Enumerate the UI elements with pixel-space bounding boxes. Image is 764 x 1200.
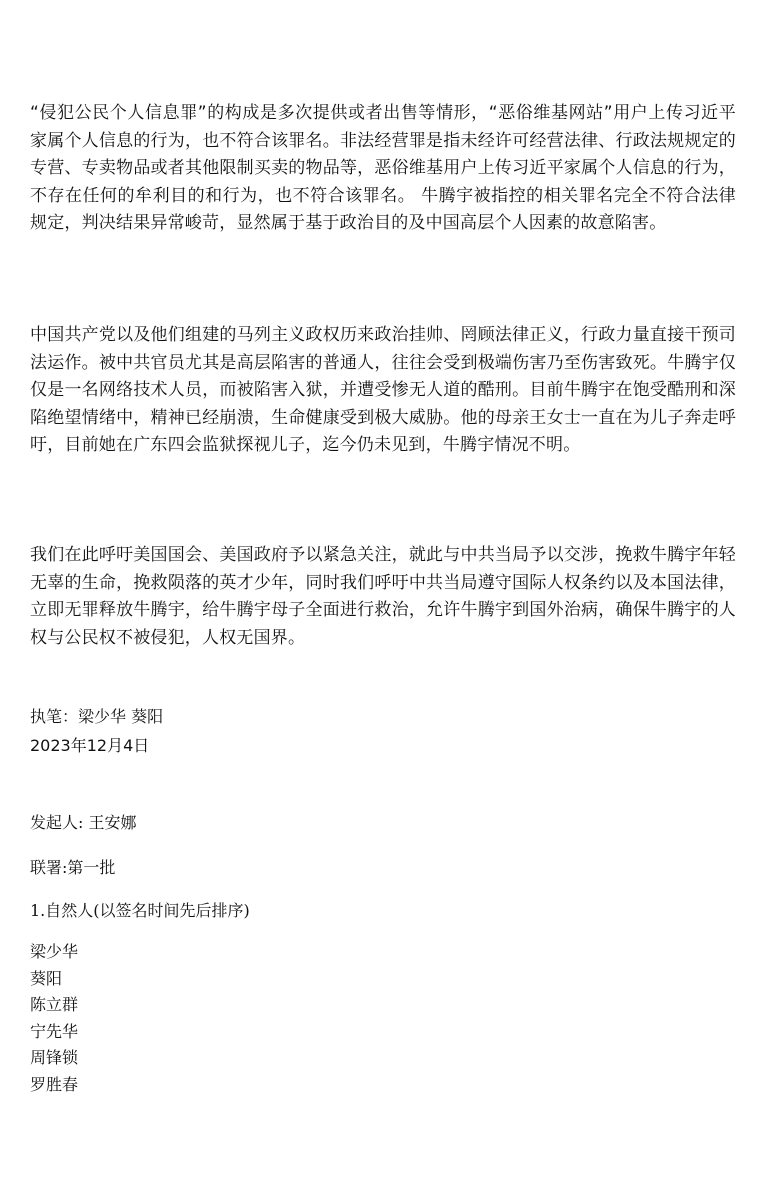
paragraph-appeal: 我们在此呼吁美国国会、美国政府予以紧急关注，就此与中共当局予以交涉，挽救牛腾宇年轻无辜的生命，挽救陨落的英才少年，同时我们呼吁中共当局遵守国际人权条约以及本国法律，立即无罪释放牛腾宇，给牛腾宇母子全面进行救治，允许牛腾宇到国外治病，确保牛腾宇的人权与公民权不被侵犯，人权无国界。: [30, 545, 736, 648]
initiator-line: 发起人: 王安娜: [30, 813, 137, 832]
signer-name: 梁少华: [30, 942, 79, 961]
signer-name: 陈立群: [30, 995, 79, 1014]
signer-name: 周锋锁: [30, 1048, 79, 1067]
signer-name: 葵阳: [30, 968, 63, 988]
signer-list: [30, 939, 78, 1098]
signer-category: 1.自然人(以签名时间先后排序): [30, 901, 250, 920]
signer-name: 罗胜春: [30, 1074, 79, 1094]
date-line: 2023年12月4日: [30, 736, 150, 755]
paragraph-legal-analysis: “侵犯公民个人信息罪”的构成是多次提供或者出售等情形，“恶俗维基网站”用户上传习近平家属个人信息的行为，也不符合该罪名。非法经营罪是指未经许可经营法律、行政法规规定的专营、专卖物品或者其他限制买卖的物品等，恶俗维基用户上传习近平家属个人信息的行为，不存在任何的牟利目的和行为，也不符合该罪名。 牛腾宇被指控的相关罪名完全不符合法律规定，判决结果异常峻苛，显然属于基于政治目的及中国高层个人因素的故意陷害。: [30, 103, 736, 234]
signer-name: 宁先华: [30, 1021, 79, 1041]
author-line: 执笔：梁少华 葵阳: [30, 707, 164, 726]
paragraph-persecution: 中国共产党以及他们组建的马列主义政权历来政治挂帅、罔顾法律正义，行政力量直接干预司法运作。被中共官员尤其是高层陷害的普通人，往往会受到极端伤害乃至伤害致死。牛腾宇仅仅是一名网络技术人员，而被陷害入狱，并遭受惨无人道的酷刑。目前牛腾宇在饱受酷刑和深陷绝望情绪中，精神已经崩溃，生命健康受到极大威胁。他的母亲王女士一直在为儿子奔走呼吁，目前她在广东四会监狱探视儿子，迄今仍未见到，牛腾宇情况不明。: [30, 325, 736, 456]
cosign-line: 联署:第一批: [30, 858, 116, 877]
